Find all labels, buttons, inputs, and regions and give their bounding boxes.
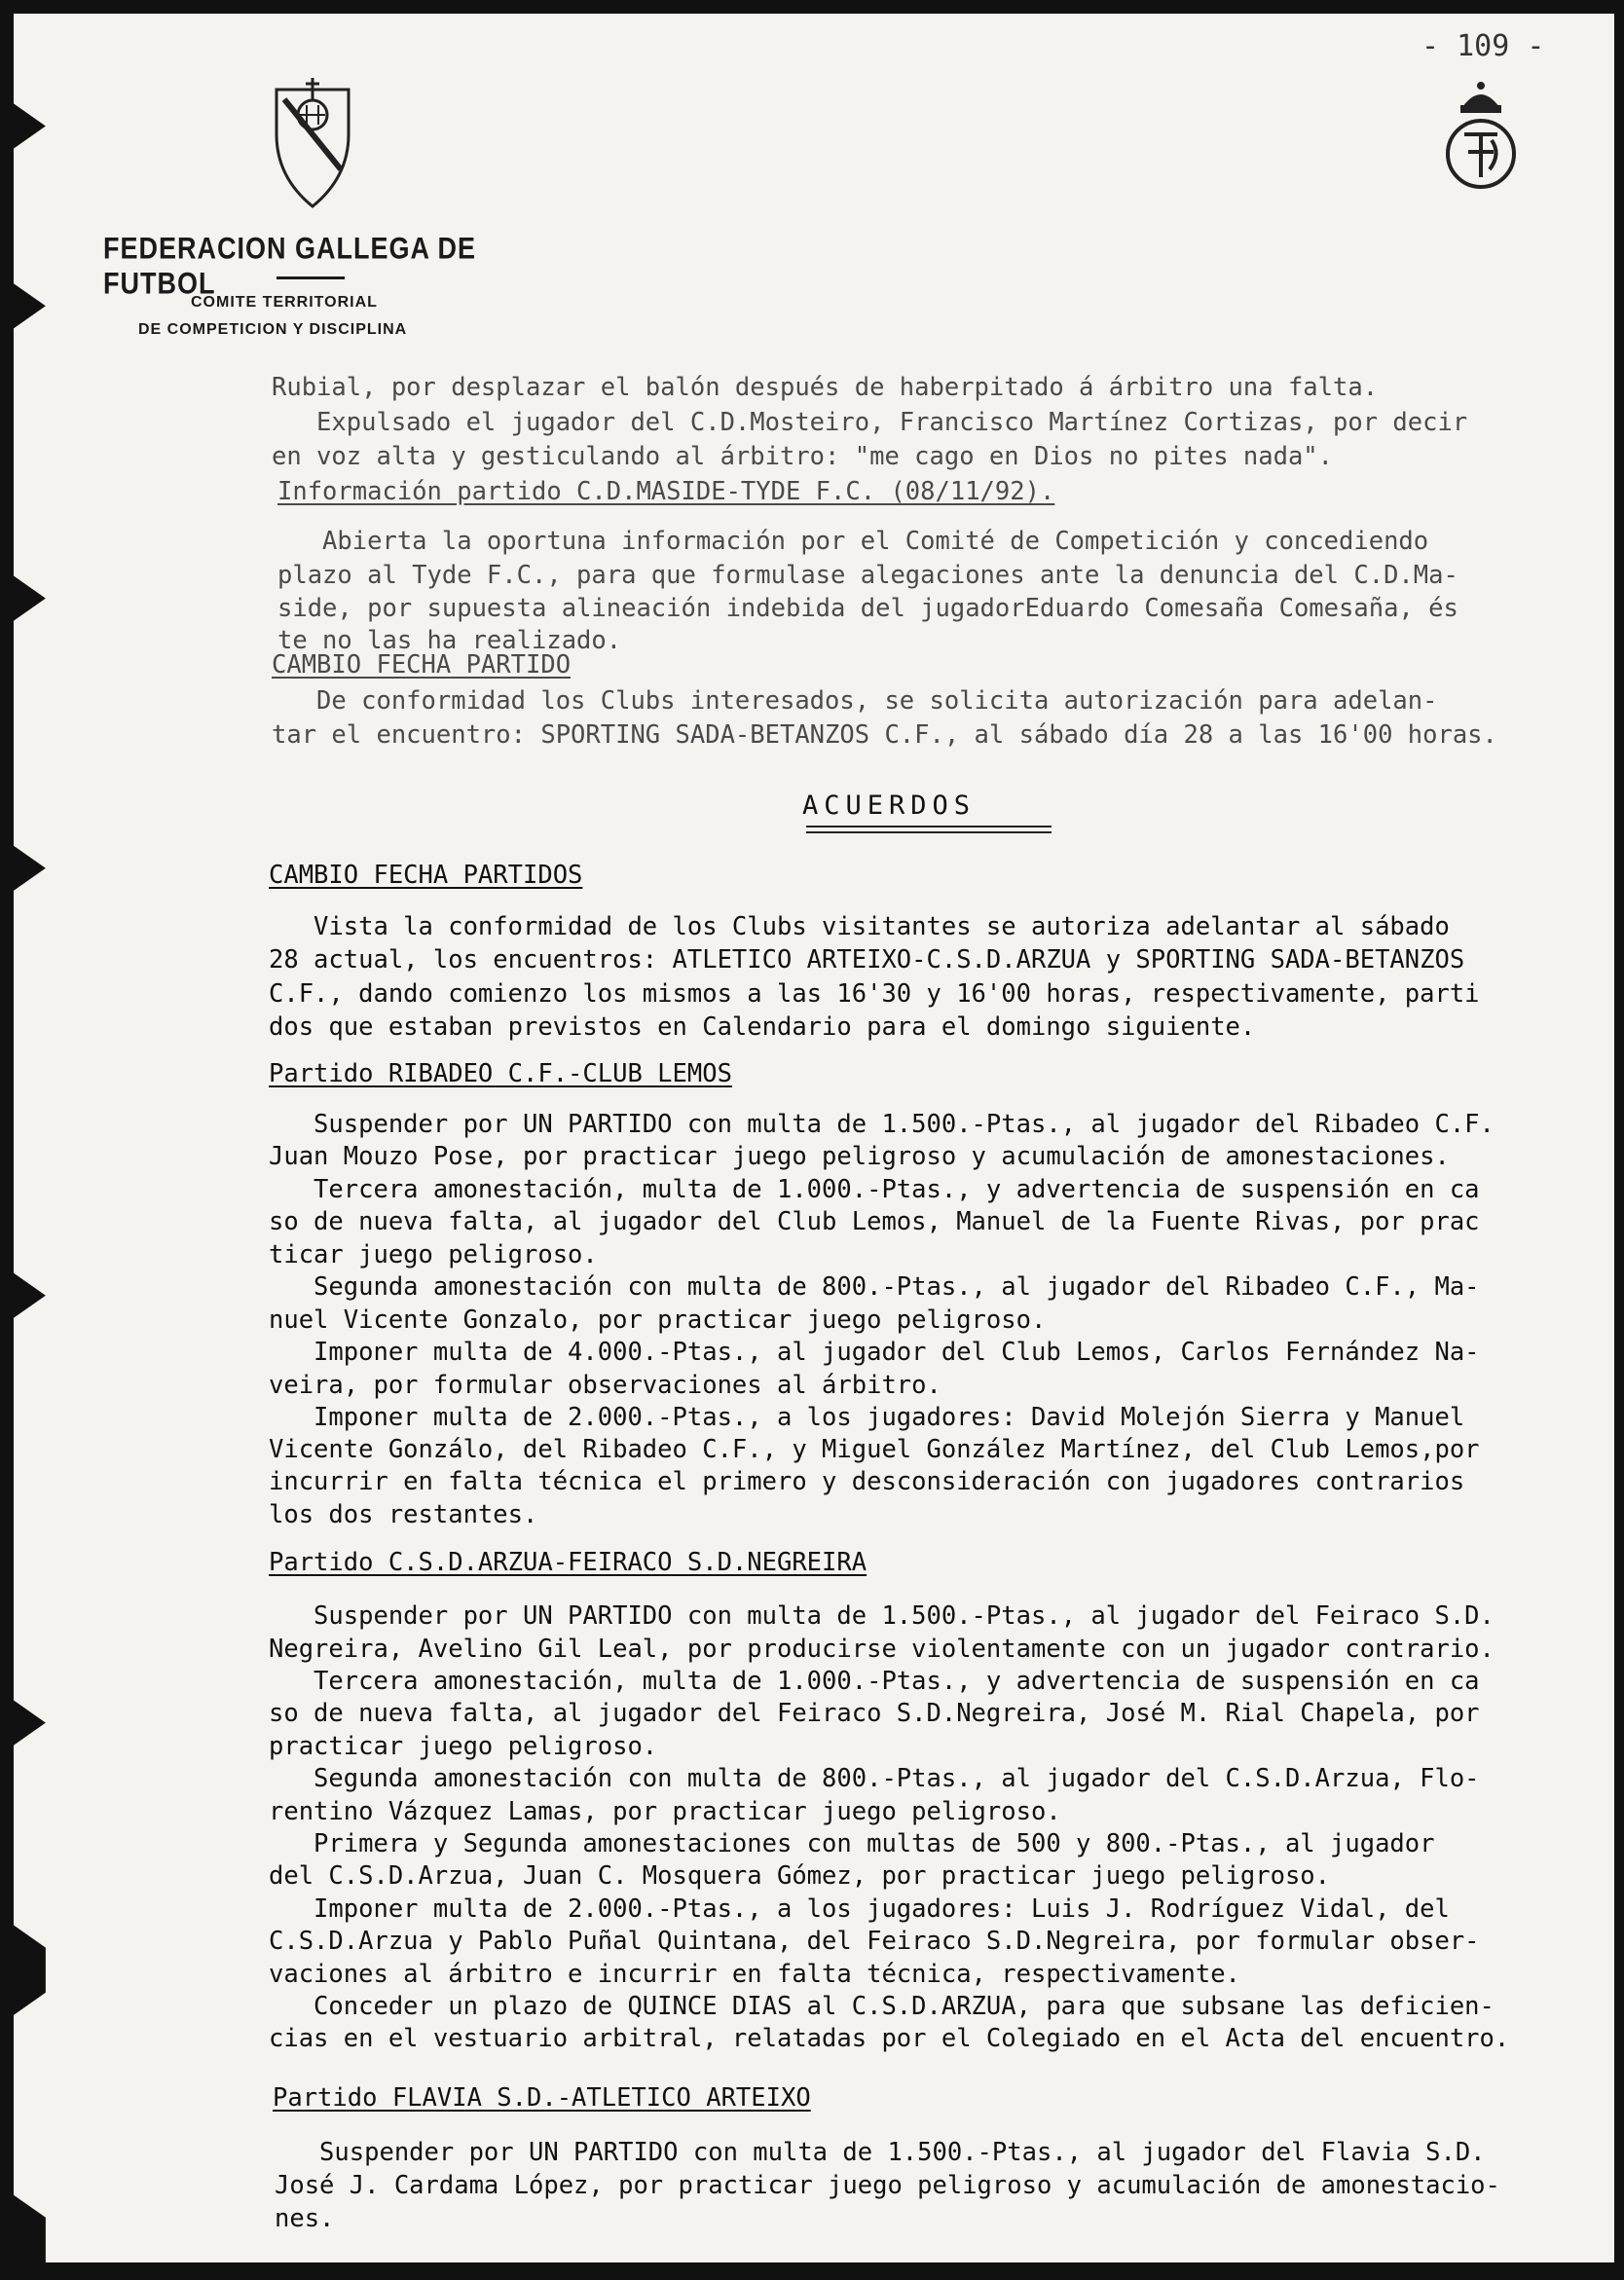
text-line: Imponer multa de 2.000.-Ptas., a los jugadores: David Molejón Sierra y Manuel [269,1403,1465,1432]
text-line: C.F., dando comienzo los mismos a las 16'30 y 16'00 horas, respectivamente, parti [269,979,1480,1009]
text-line: cias en el vestuario arbitral, relatadas por el Colegiado en el Acta del encuentro. [269,2024,1510,2053]
text-line: del C.S.D.Arzua, Juan C. Mosquera Gómez, por practicar juego peligroso. [269,1861,1331,1891]
text-line: Segunda amonestación con multa de 800.-Ptas., al jugador del Ribadeo C.F., Ma- [269,1272,1480,1302]
text-line: vaciones al árbitro e incurrir en falta técnica, respectivamente. [269,1960,1240,1989]
text-line: so de nueva falta, al jugador del Feiraco S.D.Negreira, José M. Rial Chapela, por [269,1699,1480,1728]
text-line: Imponer multa de 4.000.-Ptas., al jugador del Club Lemos, Carlos Fernández Na- [269,1338,1480,1367]
text-line: Conceder un plazo de QUINCE DIAS al C.S.D.ARZUA, para que subsane las deficien- [269,1992,1495,2021]
federation-shield-logo [271,76,354,212]
text-line: nes. [275,2204,335,2233]
section-heading: CAMBIO FECHA PARTIDOS [269,861,583,890]
text-line: Vicente Gonzálo, del Ribadeo C.F., y Miguel González Martínez, del Club Lemos,por [269,1435,1480,1464]
page-number: - 109 - [1421,29,1545,63]
text-line: veira, por formular observaciones al árbitro. [269,1371,941,1400]
section-heading: CAMBIO FECHA PARTIDO [272,650,572,680]
section-heading: Partido C.S.D.ARZUA-FEIRACO S.D.NEGREIRA [269,1548,867,1577]
text-line: dos que estaban previstos en Calendario para el domingo siguiente. [269,1012,1256,1042]
section-heading: Información partido C.D.MASIDE-TYDE F.C. (08/11/92). [277,477,1055,506]
federation-name: FEDERACION GALLEGA DE FUTBOL [103,232,477,301]
text-line: so de nueva falta, al jugador del Club Lemos, Manuel de la Fuente Rivas, por prac [269,1207,1480,1236]
text-line: José J. Cardama López, por practicar juego peligroso y acumulación de amonestacio- [275,2171,1500,2200]
text-line: Tercera amonestación, multa de 1.000.-Ptas., y advertencia de suspensión en ca [269,1175,1480,1204]
text-line: en voz alta y gesticulando al árbitro: "me cago en Dios no pites nada". [272,442,1334,471]
text-line: tar el encuentro: SPORTING SADA-BETANZOS C.F., al sábado día 28 a las 16'00 horas. [272,720,1497,750]
text-line: Primera y Segunda amonestaciones con multas de 500 y 800.-Ptas., al jugador [269,1829,1435,1858]
text-line: Negreira, Avelino Gil Leal, por producirse violentamente con un jugador contrario. [269,1635,1495,1664]
federation-crown-crest-logo [1441,80,1521,195]
text-line: Suspender por UN PARTIDO con multa de 1.500.-Ptas., al jugador del Feiraco S.D. [269,1601,1495,1631]
text-line: ticar juego peligroso. [269,1240,598,1269]
text-line: los dos restantes. [269,1500,538,1529]
text-line: plazo al Tyde F.C., para que formulase alegaciones ante la denuncia del C.D.Ma- [277,561,1458,590]
acuerdos-title: ACUERDOS [802,791,977,821]
text-line: Abierta la oportuna información por el Comité de Competición y concediendo [277,527,1429,556]
text-line: incurrir en falta técnica el primero y desconsideración con jugadores contrarios [269,1467,1465,1496]
text-line: Suspender por UN PARTIDO con multa de 1.500.-Ptas., al jugador del Ribadeo C.F. [269,1110,1495,1139]
text-line: rentino Vázquez Lamas, por practicar juego peligroso. [269,1797,1061,1826]
committee-line-1: COMITE TERRITORIAL [191,294,378,311]
text-line: Rubial, por desplazar el balón después de haberpitado á árbitro una falta. [272,373,1379,402]
text-line: C.S.D.Arzua y Pablo Puñal Quintana, del Feiraco S.D.Negreira, por formular obser- [269,1927,1480,1956]
text-line: Vista la conformidad de los Clubs visitantes se autoriza adelantar al sábado [269,912,1450,941]
text-line: De conformidad los Clubs interesados, se solicita autorización para adelan- [272,686,1438,716]
text-line: nuel Vicente Gonzalo, por practicar juego peligroso. [269,1305,1047,1335]
text-line: Imponer multa de 2.000.-Ptas., a los jugadores: Luis J. Rodríguez Vidal, del [269,1894,1450,1924]
section-heading: Partido RIBADEO C.F.-CLUB LEMOS [269,1059,732,1088]
text-line: side, por supuesta alineación indebida del jugadorEduardo Comesaña Comesaña, és [277,594,1458,623]
text-line: practicar juego peligroso. [269,1732,658,1761]
committee-line-2: DE COMPETICION Y DISCIPLINA [138,321,408,338]
text-line: Juan Mouzo Pose, por practicar juego peligroso y acumulación de amonestaciones. [269,1142,1450,1171]
text-line: 28 actual, los encuentros: ATLETICO ARTEIXO-C.S.D.ARZUA y SPORTING SADA-BETANZOS [269,945,1465,975]
text-line: Expulsado el jugador del C.D.Mosteiro, Francisco Martínez Cortizas, por decir [272,408,1468,437]
text-line: Segunda amonestación con multa de 800.-Ptas., al jugador del C.S.D.Arzua, Flo- [269,1764,1480,1793]
section-heading: Partido FLAVIA S.D.-ATLETICO ARTEIXO [273,2083,811,2113]
header-divider [277,276,345,279]
text-line: Tercera amonestación, multa de 1.000.-Ptas., y advertencia de suspensión en ca [269,1667,1480,1696]
text-line: Suspender por UN PARTIDO con multa de 1.500.-Ptas., al jugador del Flavia S.D. [275,2138,1486,2167]
acuerdos-double-rule [806,826,1052,833]
text-line: te no las ha realizado. [277,626,622,655]
